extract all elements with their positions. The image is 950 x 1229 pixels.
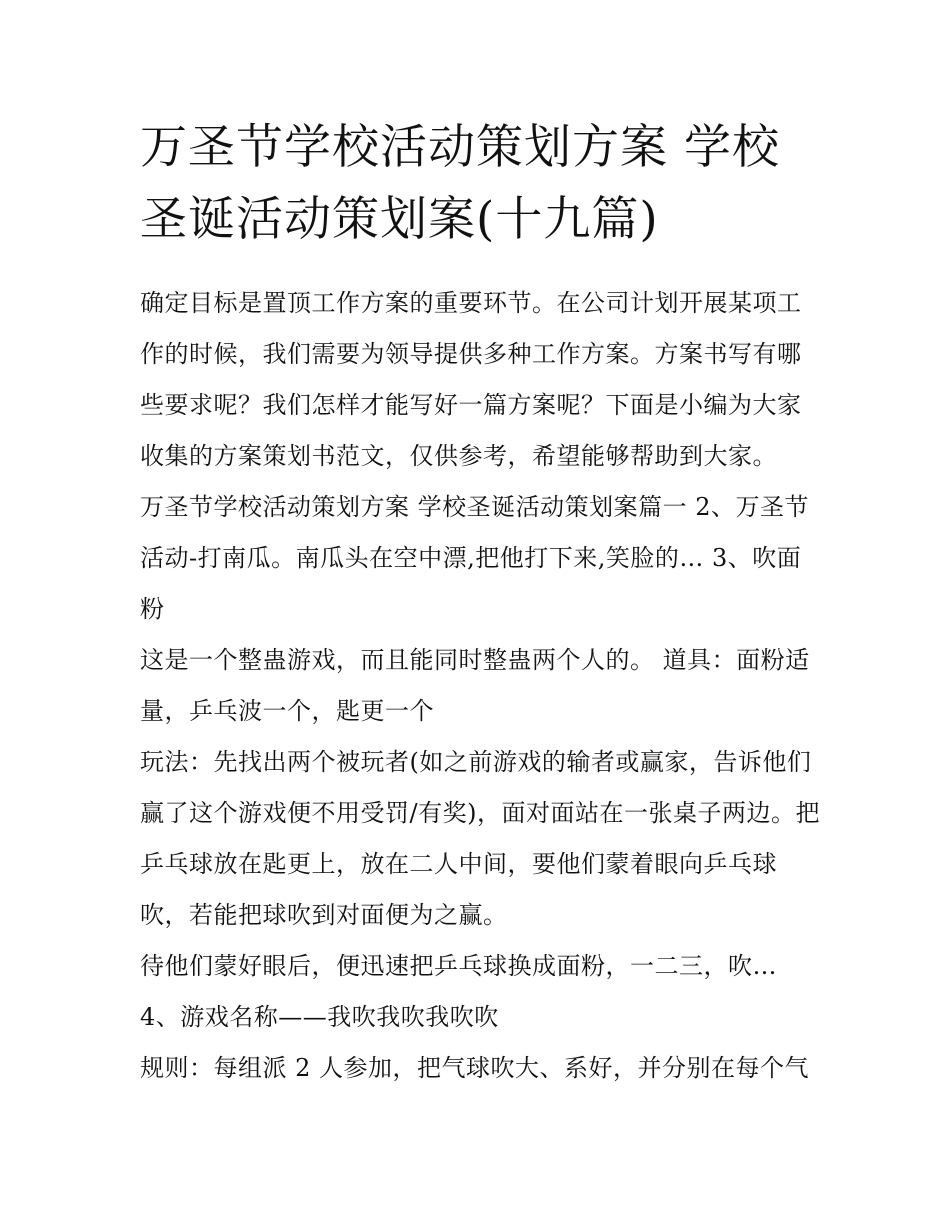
paragraph-section-one: 万圣节学校活动策划方案 学校圣诞活动策划案篇一 2、万圣节活动-打南瓜。南瓜头在空中漂,把他打下来,笑脸的… 3、吹面粉 [140, 493, 810, 623]
paragraph-twist: 待他们蒙好眼后，便迅速把乒乓球换成面粉，一二三，吹… [140, 952, 777, 980]
paragraph-gameplay: 玩法：先找出两个被玩者(如之前游戏的输者或赢家，告诉他们赢了这个游戏便不用受罚/有奖)，面对面站在一张桌子两边。把乒乓球放在匙更上，放在二人中间，要他们蒙着眼向乒乓球吹，若能把球吹到对面便为之赢。 [140, 748, 820, 929]
document-title: 万圣节学校活动策划方案 学校 圣诞活动策划案(十九篇) [140, 120, 780, 247]
paragraph-game-name: 4、游戏名称——我吹我吹我吹吹 [140, 1003, 499, 1031]
paragraph-intro: 确定目标是置顶工作方案的重要环节。在公司计划开展某项工作的时候，我们需要为领导提供多种工作方案。方案书写有哪些要求呢？我们怎样才能写好一篇方案呢？下面是小编为大家收集的方案策划书范文，仅供参考，希望能够帮助到大家。 [140, 289, 802, 470]
document-page [140, 112, 820, 1094]
paragraph-props: 这是一个整蛊游戏，而且能同时整蛊两个人的。 道具：面粉适量，乒乓波一个，匙更一个 [140, 646, 810, 725]
paragraph-rules: 规则：每组派 2 人参加，把气球吹大、系好，并分别在每个气 [140, 1054, 810, 1082]
